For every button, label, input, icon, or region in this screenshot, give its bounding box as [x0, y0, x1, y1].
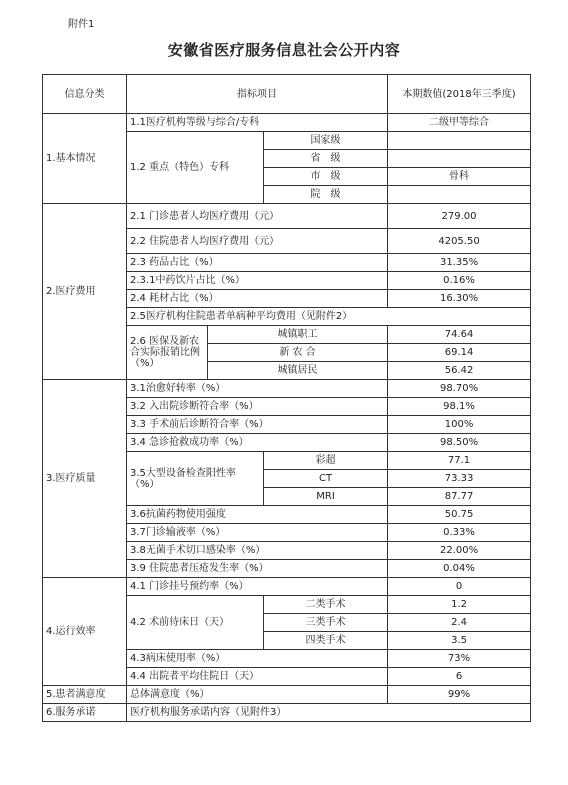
category-efficiency: 4.运行效率 — [43, 578, 127, 686]
indicator-label: 2.6 医保及新农合实际报销比例（%） — [127, 326, 208, 380]
indicator-value: 16.30% — [388, 290, 531, 308]
category-cost: 2.医疗费用 — [43, 204, 127, 380]
indicator-label: 3.6抗菌药物使用强度 — [127, 506, 388, 524]
sub-label: 院 级 — [264, 186, 388, 204]
category-basic: 1.基本情况 — [43, 114, 127, 204]
sub-label: 二类手术 — [264, 596, 388, 614]
indicator-label: 4.4 出院者平均住院日（天） — [127, 668, 388, 686]
header-value: 本期数值(2018年三季度) — [388, 75, 531, 114]
indicator-value — [388, 132, 531, 150]
indicator-value: 87.77 — [388, 488, 531, 506]
indicator-label: 医疗机构服务承诺内容（见附件3） — [127, 704, 531, 722]
indicator-label: 3.9 住院患者压疮发生率（%） — [127, 560, 388, 578]
indicator-value: 二级甲等综合 — [388, 114, 531, 132]
indicator-label: 3.2 入出院诊断符合率（%） — [127, 398, 388, 416]
indicator-label: 3.7门诊输液率（%） — [127, 524, 388, 542]
indicator-label: 3.5大型设备检查阳性率（%） — [127, 452, 264, 506]
sub-label: 城镇职工 — [208, 326, 388, 344]
indicator-value: 279.00 — [388, 204, 531, 229]
indicator-value: 56.42 — [388, 362, 531, 380]
page-title: 安徽省医疗服务信息社会公开内容 — [167, 41, 401, 59]
indicator-label: 2.5医疗机构住院患者单病种平均费用（见附件2） — [127, 308, 531, 326]
indicator-value: 73% — [388, 650, 531, 668]
indicator-value: 0 — [388, 578, 531, 596]
indicator-label: 3.8无菌手术切口感染率（%） — [127, 542, 388, 560]
indicator-value — [388, 150, 531, 168]
indicator-value: 2.4 — [388, 614, 531, 632]
indicator-value: 1.2 — [388, 596, 531, 614]
table-row — [43, 578, 531, 596]
indicator-label: 总体满意度（%） — [127, 686, 388, 704]
indicator-value: 100% — [388, 416, 531, 434]
indicator-value: 50.75 — [388, 506, 531, 524]
indicator-value: 98.1% — [388, 398, 531, 416]
indicator-value — [388, 186, 531, 204]
indicator-value: 73.33 — [388, 470, 531, 488]
disclosure-table — [42, 74, 531, 722]
indicator-value: 4205.50 — [388, 229, 531, 254]
indicator-value: 0.16% — [388, 272, 531, 290]
indicator-value: 31.35% — [388, 254, 531, 272]
header-indicator: 指标项目 — [127, 75, 388, 114]
header-row — [43, 75, 531, 114]
indicator-value: 98.50% — [388, 434, 531, 452]
table-row — [43, 686, 531, 704]
indicator-value: 77.1 — [388, 452, 531, 470]
indicator-label: 2.2 住院患者人均医疗费用（元） — [127, 229, 388, 254]
sub-label: 三类手术 — [264, 614, 388, 632]
sub-label: 国家级 — [264, 132, 388, 150]
indicator-label: 1.1医疗机构等级与综合/专科 — [127, 114, 388, 132]
indicator-value: 99% — [388, 686, 531, 704]
indicator-label: 2.3.1中药饮片占比（%） — [127, 272, 388, 290]
indicator-label: 4.1 门诊挂号预约率（%） — [127, 578, 388, 596]
table-row — [43, 704, 531, 722]
sub-label: MRI — [264, 488, 388, 506]
sub-label: CT — [264, 470, 388, 488]
indicator-value: 3.5 — [388, 632, 531, 650]
sub-label: 城镇居民 — [208, 362, 388, 380]
indicator-label: 2.4 耗材占比（%） — [127, 290, 388, 308]
header-category: 信息分类 — [43, 75, 127, 114]
indicator-label: 4.2 术前待床日（天） — [127, 596, 264, 650]
indicator-value: 6 — [388, 668, 531, 686]
indicator-label: 2.1 门诊患者人均医疗费用（元） — [127, 204, 388, 229]
indicator-value: 22.00% — [388, 542, 531, 560]
category-satisfaction: 5.患者满意度 — [43, 686, 127, 704]
table-row — [43, 204, 531, 229]
indicator-label: 1.2 重点（特色）专科 — [127, 132, 264, 204]
indicator-value: 骨科 — [388, 168, 531, 186]
sub-label: 四类手术 — [264, 632, 388, 650]
table-row — [43, 114, 531, 132]
sub-label: 新 农 合 — [208, 344, 388, 362]
indicator-label: 3.1治愈好转率（%） — [127, 380, 388, 398]
indicator-value: 74.64 — [388, 326, 531, 344]
category-commitment: 6.服务承诺 — [43, 704, 127, 722]
indicator-value: 98.70% — [388, 380, 531, 398]
table-row — [43, 380, 531, 398]
indicator-value: 0.04% — [388, 560, 531, 578]
indicator-label: 3.3 手术前后诊断符合率（%） — [127, 416, 388, 434]
indicator-label: 2.3 药品占比（%） — [127, 254, 388, 272]
indicator-value: 0.33% — [388, 524, 531, 542]
sub-label: 市 级 — [264, 168, 388, 186]
indicator-value: 69.14 — [388, 344, 531, 362]
indicator-label: 3.4 急诊抢救成功率（%） — [127, 434, 388, 452]
indicator-label: 4.3病床使用率（%） — [127, 650, 388, 668]
sub-label: 彩超 — [264, 452, 388, 470]
sub-label: 省 级 — [264, 150, 388, 168]
attachment-label: 附件1 — [68, 19, 95, 30]
category-quality: 3.医疗质量 — [43, 380, 127, 578]
